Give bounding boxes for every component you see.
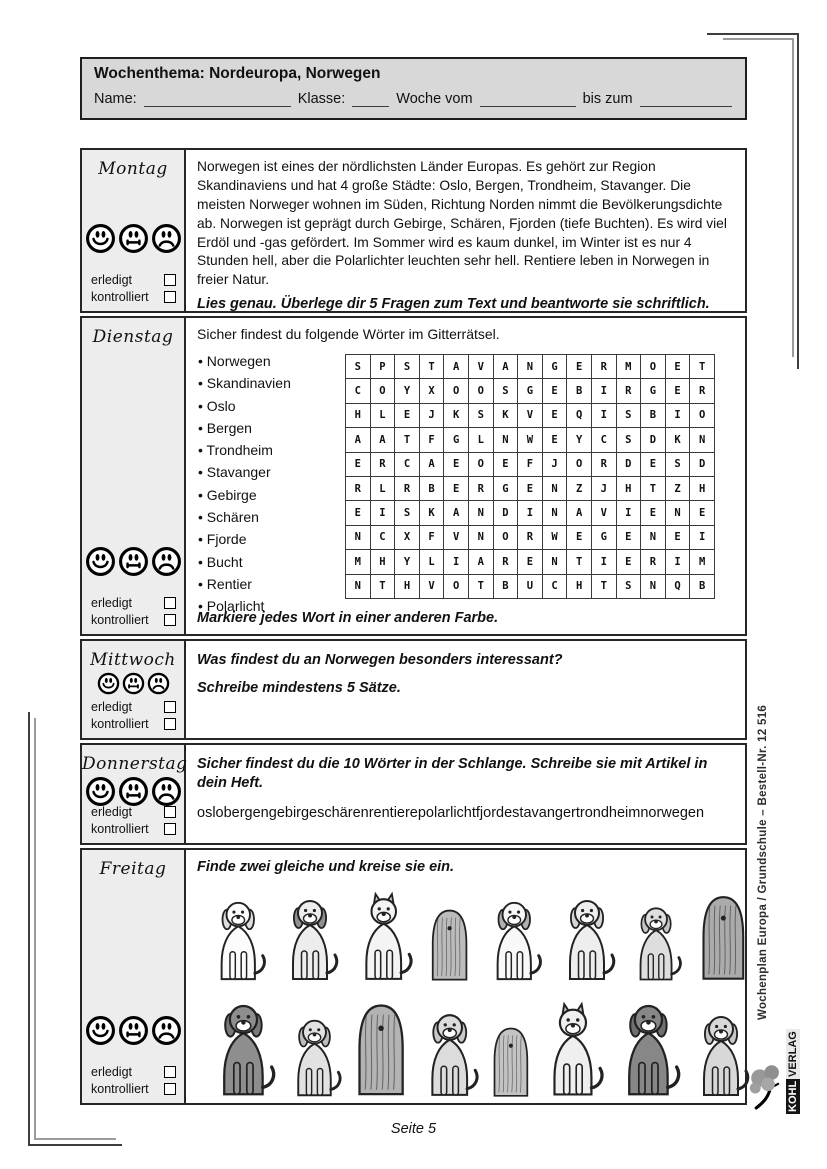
name-input-line[interactable]	[144, 91, 291, 107]
grid-cell[interactable]: S	[616, 574, 641, 598]
dogs-row-1	[197, 889, 763, 985]
malamute-dog[interactable]	[536, 1001, 610, 1101]
status-checks-mittwoch	[91, 697, 176, 731]
grid-cell[interactable]: D	[616, 452, 641, 476]
grid-row	[346, 501, 715, 525]
grid-cell[interactable]: G	[591, 525, 616, 549]
mittwoch-question: Was findest du an Norwegen besonders interessant?	[197, 652, 563, 668]
grid-cell[interactable]: S	[616, 428, 641, 452]
grid-cell[interactable]: I	[591, 550, 616, 574]
grid-cell[interactable]: A	[419, 452, 444, 476]
smiley-sad-icon[interactable]	[151, 223, 182, 254]
block-dienstag	[80, 316, 747, 636]
mastiff-dog[interactable]	[205, 997, 282, 1101]
bis-zum-input-line[interactable]	[640, 91, 732, 107]
smiley-happy-icon[interactable]	[85, 223, 116, 254]
dienstag-task: Markiere jedes Wort in einer anderen Farbe.	[197, 610, 499, 627]
grid-row	[346, 403, 715, 427]
kontrolliert-checkbox[interactable]	[164, 614, 176, 626]
word-list-item: • Oslo	[198, 395, 291, 417]
grid-cell[interactable]: E	[665, 355, 690, 379]
spotted-terrier-dog[interactable]	[481, 895, 548, 985]
grid-cell[interactable]: A	[370, 428, 395, 452]
grid-cell[interactable]: E	[567, 525, 592, 549]
grid-cell[interactable]: R	[518, 525, 543, 549]
smiley-neutral-icon[interactable]	[118, 546, 149, 577]
kohl-verlag-logo	[748, 1022, 820, 1120]
grid-row	[346, 525, 715, 549]
grid-cell[interactable]: A	[444, 355, 469, 379]
grid-row	[346, 452, 715, 476]
kontrolliert-label: kontrolliert	[91, 717, 149, 731]
grid-cell[interactable]: F	[419, 428, 444, 452]
grid-cell[interactable]: I	[518, 501, 543, 525]
grid-cell[interactable]: A	[493, 355, 518, 379]
grid-cell[interactable]: Y	[395, 379, 420, 403]
grid-cell[interactable]: Q	[567, 403, 592, 427]
grid-cell[interactable]: O	[468, 452, 493, 476]
labrador-dog[interactable]	[415, 1007, 484, 1101]
grid-cell[interactable]: O	[444, 379, 469, 403]
daycell-mittwoch	[82, 641, 186, 738]
status-checks-montag	[91, 270, 176, 304]
grid-cell[interactable]: O	[567, 452, 592, 476]
grid-cell[interactable]: J	[419, 403, 444, 427]
grid-cell[interactable]: M	[690, 550, 715, 574]
grid-cell[interactable]: S	[346, 355, 371, 379]
name-label: Name:	[94, 91, 137, 107]
grid-cell[interactable]: F	[419, 525, 444, 549]
grid-cell[interactable]: T	[690, 355, 715, 379]
grid-cell[interactable]: G	[444, 428, 469, 452]
dienstag-intro: Sicher findest du folgende Wörter im Gitterrätsel.	[197, 326, 500, 342]
grid-row	[346, 550, 715, 574]
grid-cell[interactable]: N	[468, 501, 493, 525]
grid-cell[interactable]: X	[395, 525, 420, 549]
grid-cell[interactable]: P	[370, 355, 395, 379]
erledigt-checkbox[interactable]	[164, 274, 176, 286]
grid-cell[interactable]: E	[444, 476, 469, 500]
grid-cell[interactable]: D	[641, 428, 666, 452]
mood-smileys-montag	[82, 223, 184, 254]
klasse-label: Klasse:	[297, 91, 346, 107]
tree-icon	[748, 1064, 788, 1112]
smiley-sad-icon[interactable]	[147, 672, 170, 695]
kontrolliert-label: kontrolliert	[91, 613, 149, 627]
grid-cell[interactable]: O	[641, 355, 666, 379]
grid-cell[interactable]: R	[591, 452, 616, 476]
grid-cell[interactable]: E	[542, 428, 567, 452]
bis-zum-label: bis zum	[582, 91, 633, 107]
grid-cell[interactable]: O	[493, 525, 518, 549]
grid-cell[interactable]: T	[468, 574, 493, 598]
grid-cell[interactable]: H	[616, 476, 641, 500]
grid-cell[interactable]: Q	[665, 574, 690, 598]
daycell-donnerstag	[82, 745, 186, 843]
grid-cell[interactable]: R	[591, 355, 616, 379]
day-label-dienstag: Dienstag	[92, 327, 174, 347]
day-label-donnerstag: Donnerstag	[82, 754, 188, 774]
grid-cell[interactable]: O	[444, 574, 469, 598]
woche-vom-label: Woche vom	[396, 91, 473, 107]
grid-cell[interactable]: I	[591, 403, 616, 427]
kontrolliert-label: kontrolliert	[91, 290, 149, 304]
shih-tzu-dog[interactable]	[423, 907, 476, 985]
grid-cell[interactable]: H	[346, 403, 371, 427]
grid-cell[interactable]: B	[690, 574, 715, 598]
erledigt-label: erledigt	[91, 596, 132, 610]
grid-cell[interactable]: D	[690, 452, 715, 476]
erledigt-checkbox[interactable]	[164, 597, 176, 609]
bulldog-dog[interactable]	[625, 901, 687, 985]
content-freitag	[186, 850, 774, 1103]
grid-cell[interactable]: N	[665, 501, 690, 525]
grid-cell[interactable]: O	[468, 379, 493, 403]
dogs-row-2	[197, 993, 763, 1101]
day-label-montag: Montag	[98, 159, 168, 179]
daycell-dienstag	[82, 318, 186, 634]
smiley-sad-icon[interactable]	[151, 546, 182, 577]
grid-cell[interactable]: Z	[567, 476, 592, 500]
page-number: Seite 5	[390, 1121, 437, 1137]
kontrolliert-checkbox[interactable]	[164, 823, 176, 835]
grid-cell[interactable]: E	[616, 550, 641, 574]
grid-cell[interactable]: I	[665, 403, 690, 427]
word-list-item: • Rentier	[198, 573, 291, 595]
grid-cell[interactable]: H	[690, 476, 715, 500]
week-theme-title: Wochenthema: Nordeuropa, Norwegen	[94, 65, 381, 82]
grid-cell[interactable]: W	[518, 428, 543, 452]
block-freitag	[80, 848, 747, 1105]
grid-cell[interactable]: R	[395, 476, 420, 500]
word-list-item: • Schären	[198, 506, 291, 528]
status-checks-dienstag	[91, 593, 176, 627]
kontrolliert-checkbox[interactable]	[164, 291, 176, 303]
grid-cell[interactable]: I	[444, 550, 469, 574]
grid-cell[interactable]: H	[395, 574, 420, 598]
grid-cell[interactable]: T	[567, 550, 592, 574]
grid-cell[interactable]: S	[665, 452, 690, 476]
grid-cell[interactable]: A	[468, 550, 493, 574]
grid-cell[interactable]: I	[690, 525, 715, 549]
grid-cell[interactable]: G	[542, 355, 567, 379]
grid-cell[interactable]: G	[493, 476, 518, 500]
word-list-item: • Gebirge	[198, 484, 291, 506]
grid-cell[interactable]: L	[419, 550, 444, 574]
content-dienstag	[186, 318, 745, 634]
grid-cell[interactable]: E	[444, 452, 469, 476]
block-montag	[80, 148, 747, 313]
montag-info-text: Norwegen ist eines der nördlichsten Länder Europas. Es gehört zur Region Skandinaviens und hat 4 große Städte: Oslo, Bergen, Trondheim, Stavanger. Die meisten Norweger wohnen im Süden, Richtung Norden nimmt die Bevölkerungsdichte ab. Norwegen ist geprägt durch Gebirge, Schären, Fjorden (tiefe Buchten). Es wird viel Erdöl und -gas gefördert. Im Sommer wird es kaum dunkel, im Winter ist es nur 4 Stunden hell, aber die Polarlichter leuchten sehr hell. Rentiere leben in Norwegen in freier Natur.	[197, 159, 727, 288]
kontrolliert-label: kontrolliert	[91, 1082, 149, 1096]
grid-cell[interactable]: K	[493, 403, 518, 427]
grid-cell[interactable]: R	[370, 452, 395, 476]
smiley-happy-icon[interactable]	[85, 546, 116, 577]
grid-cell[interactable]: C	[395, 452, 420, 476]
grid-cell[interactable]: M	[346, 550, 371, 574]
grid-cell[interactable]: N	[542, 476, 567, 500]
kontrolliert-checkbox[interactable]	[164, 1083, 176, 1095]
grid-cell[interactable]: E	[493, 452, 518, 476]
grid-cell[interactable]: F	[518, 452, 543, 476]
grid-cell[interactable]: V	[591, 501, 616, 525]
word-list-item: • Bergen	[198, 417, 291, 439]
grid-cell[interactable]: A	[444, 501, 469, 525]
weekplan-table	[80, 148, 747, 1108]
mood-smileys-mittwoch	[82, 672, 184, 695]
klasse-input-line[interactable]	[352, 91, 389, 107]
grid-cell[interactable]: J	[542, 452, 567, 476]
grid-cell[interactable]: N	[690, 428, 715, 452]
grid-cell[interactable]: Y	[567, 428, 592, 452]
grid-cell[interactable]: N	[468, 525, 493, 549]
grid-cell[interactable]: Z	[665, 476, 690, 500]
husky-dog[interactable]	[349, 891, 418, 985]
smiley-happy-icon[interactable]	[85, 1015, 116, 1046]
erledigt-label: erledigt	[91, 1065, 132, 1079]
grid-cell[interactable]: H	[370, 550, 395, 574]
smiley-sad-icon[interactable]	[151, 1015, 182, 1046]
word-snake: oslobergengebirgeschärenrentierepolarlichtfjordestavangertrondheimnorwegen	[197, 804, 705, 821]
grid-cell[interactable]: C	[542, 574, 567, 598]
montag-task: Lies genau. Überlege dir 5 Fragen zum Text und beantworte sie schriftlich.	[197, 296, 710, 313]
labrador-light-dog[interactable]	[687, 1009, 755, 1101]
grid-cell[interactable]: O	[690, 403, 715, 427]
content-mittwoch	[186, 641, 745, 738]
grid-cell[interactable]: U	[518, 574, 543, 598]
grid-cell[interactable]: I	[616, 501, 641, 525]
grid-cell[interactable]: B	[419, 476, 444, 500]
grid-cell[interactable]: R	[641, 550, 666, 574]
grid-cell[interactable]: E	[616, 525, 641, 549]
word-list-item: • Stavanger	[198, 461, 291, 483]
bulldog-dog[interactable]	[282, 1013, 347, 1101]
grid-cell[interactable]: S	[493, 379, 518, 403]
grid-cell[interactable]: D	[493, 501, 518, 525]
erledigt-checkbox[interactable]	[164, 701, 176, 713]
grid-cell[interactable]: X	[419, 379, 444, 403]
grid-cell[interactable]: N	[346, 574, 371, 598]
grid-cell[interactable]: N	[641, 574, 666, 598]
grid-cell[interactable]: A	[567, 501, 592, 525]
grid-cell[interactable]: V	[468, 355, 493, 379]
word-list-item: • Trondheim	[198, 439, 291, 461]
grid-cell[interactable]: M	[616, 355, 641, 379]
grid-cell[interactable]: I	[665, 550, 690, 574]
grid-cell[interactable]: S	[468, 403, 493, 427]
grid-row	[346, 355, 715, 379]
word-list-item: • Fjorde	[198, 528, 291, 550]
kohl-verlag-wordmark	[786, 1026, 800, 1114]
status-checks-freitag	[91, 1062, 176, 1096]
grid-cell[interactable]: E	[542, 403, 567, 427]
word-search-grid	[345, 354, 715, 599]
block-donnerstag	[80, 743, 747, 845]
grid-cell[interactable]: N	[493, 428, 518, 452]
grid-cell[interactable]: I	[370, 501, 395, 525]
smiley-neutral-icon[interactable]	[122, 672, 145, 695]
print-info-sidebar: Wochenplan Europa / Grundschule – Bestell-Nr. 12 516	[757, 704, 769, 1020]
content-montag	[186, 150, 745, 311]
grid-row	[346, 379, 715, 403]
block-mittwoch	[80, 639, 747, 740]
grid-cell[interactable]: T	[591, 574, 616, 598]
grid-cell[interactable]: E	[518, 550, 543, 574]
grid-cell[interactable]: B	[567, 379, 592, 403]
grid-cell[interactable]: R	[616, 379, 641, 403]
terrier-dog[interactable]	[205, 895, 272, 985]
grid-cell[interactable]: T	[370, 574, 395, 598]
grid-cell[interactable]: K	[665, 428, 690, 452]
grid-cell[interactable]: N	[641, 525, 666, 549]
word-list-item: • Polarlicht	[198, 595, 291, 617]
shih-tzu-bow-dog[interactable]	[485, 1025, 537, 1101]
grid-cell[interactable]: E	[567, 355, 592, 379]
grid-cell[interactable]: E	[346, 501, 371, 525]
word-list	[198, 350, 291, 618]
smiley-neutral-icon[interactable]	[118, 223, 149, 254]
erledigt-checkbox[interactable]	[164, 806, 176, 818]
grid-cell[interactable]: C	[370, 525, 395, 549]
smiley-neutral-icon[interactable]	[118, 1015, 149, 1046]
daycell-montag	[82, 150, 186, 311]
smiley-happy-icon[interactable]	[97, 672, 120, 695]
grid-cell[interactable]: N	[542, 501, 567, 525]
mastiff-dark-dog[interactable]	[610, 997, 687, 1101]
worksheet-header	[80, 57, 747, 120]
grid-cell[interactable]: N	[346, 525, 371, 549]
erledigt-checkbox[interactable]	[164, 1066, 176, 1078]
grid-cell[interactable]: W	[542, 525, 567, 549]
briard-dog[interactable]	[347, 1001, 415, 1101]
word-list-item: • Bucht	[198, 551, 291, 573]
erledigt-label: erledigt	[91, 805, 132, 819]
mood-smileys-freitag	[82, 1015, 184, 1046]
grid-cell[interactable]: H	[567, 574, 592, 598]
grid-cell[interactable]: T	[641, 476, 666, 500]
donnerstag-task: Sicher findest du die 10 Wörter in der Schlange. Schreibe sie mit Artikel in dein Heft.	[197, 756, 708, 791]
grid-cell[interactable]: I	[591, 379, 616, 403]
grid-cell[interactable]: V	[518, 403, 543, 427]
grid-cell[interactable]: E	[665, 379, 690, 403]
mittwoch-task: Schreibe mindestens 5 Sätze.	[197, 679, 401, 696]
mood-smileys-dienstag	[82, 546, 184, 577]
grid-row	[346, 574, 715, 598]
kontrolliert-checkbox[interactable]	[164, 718, 176, 730]
grid-cell[interactable]: C	[346, 379, 371, 403]
header-fields	[94, 91, 733, 107]
grid-cell[interactable]: B	[493, 574, 518, 598]
grid-cell[interactable]: L	[370, 476, 395, 500]
word-list-item: • Norwegen	[198, 350, 291, 372]
grid-cell[interactable]: J	[591, 476, 616, 500]
erledigt-label: erledigt	[91, 273, 132, 287]
logo-verlag-text: VERLAG	[787, 1030, 799, 1077]
grid-cell[interactable]: N	[542, 550, 567, 574]
grid-cell[interactable]: A	[346, 428, 371, 452]
cocker-spaniel-light-dog[interactable]	[553, 893, 621, 985]
grid-cell[interactable]: R	[346, 476, 371, 500]
kontrolliert-label: kontrolliert	[91, 822, 149, 836]
status-checks-donnerstag	[91, 802, 176, 836]
day-label-freitag: Freitag	[99, 859, 167, 879]
grid-row	[346, 476, 715, 500]
grid-cell[interactable]: G	[641, 379, 666, 403]
grid-cell[interactable]: S	[395, 355, 420, 379]
freitag-task: Finde zwei gleiche und kreise sie ein.	[197, 859, 455, 875]
grid-cell[interactable]: V	[444, 525, 469, 549]
content-donnerstag	[186, 745, 745, 843]
logo-kohl-text: KOHL	[787, 1080, 799, 1112]
woche-vom-input-line[interactable]	[480, 91, 576, 107]
grid-cell[interactable]: E	[690, 501, 715, 525]
grid-cell[interactable]: T	[395, 428, 420, 452]
grid-cell[interactable]: K	[419, 501, 444, 525]
grid-cell[interactable]: O	[370, 379, 395, 403]
grid-cell[interactable]: E	[665, 525, 690, 549]
grid-cell[interactable]: E	[641, 501, 666, 525]
grid-cell[interactable]: R	[468, 476, 493, 500]
daycell-freitag	[82, 850, 186, 1103]
grid-cell[interactable]: E	[346, 452, 371, 476]
word-list-item: • Skandinavien	[198, 372, 291, 394]
day-label-mittwoch: Mittwoch	[90, 650, 176, 670]
grid-cell[interactable]: S	[616, 403, 641, 427]
grid-cell[interactable]: E	[518, 476, 543, 500]
grid-cell[interactable]: R	[493, 550, 518, 574]
grid-cell[interactable]: E	[542, 379, 567, 403]
grid-cell[interactable]: G	[518, 379, 543, 403]
erledigt-label: erledigt	[91, 700, 132, 714]
grid-cell[interactable]: R	[690, 379, 715, 403]
grid-cell[interactable]: E	[641, 452, 666, 476]
grid-cell[interactable]: L	[468, 428, 493, 452]
grid-cell[interactable]: K	[444, 403, 469, 427]
briard-dog[interactable]	[692, 893, 755, 985]
grid-cell[interactable]: V	[419, 574, 444, 598]
grid-row	[346, 428, 715, 452]
grid-cell[interactable]: C	[591, 428, 616, 452]
grid-cell[interactable]: N	[518, 355, 543, 379]
grid-cell[interactable]: E	[395, 403, 420, 427]
grid-cell[interactable]: S	[395, 501, 420, 525]
grid-cell[interactable]: B	[641, 403, 666, 427]
cocker-spaniel-dog[interactable]	[276, 893, 344, 985]
grid-cell[interactable]: T	[419, 355, 444, 379]
grid-cell[interactable]: Y	[395, 550, 420, 574]
grid-cell[interactable]: L	[370, 403, 395, 427]
